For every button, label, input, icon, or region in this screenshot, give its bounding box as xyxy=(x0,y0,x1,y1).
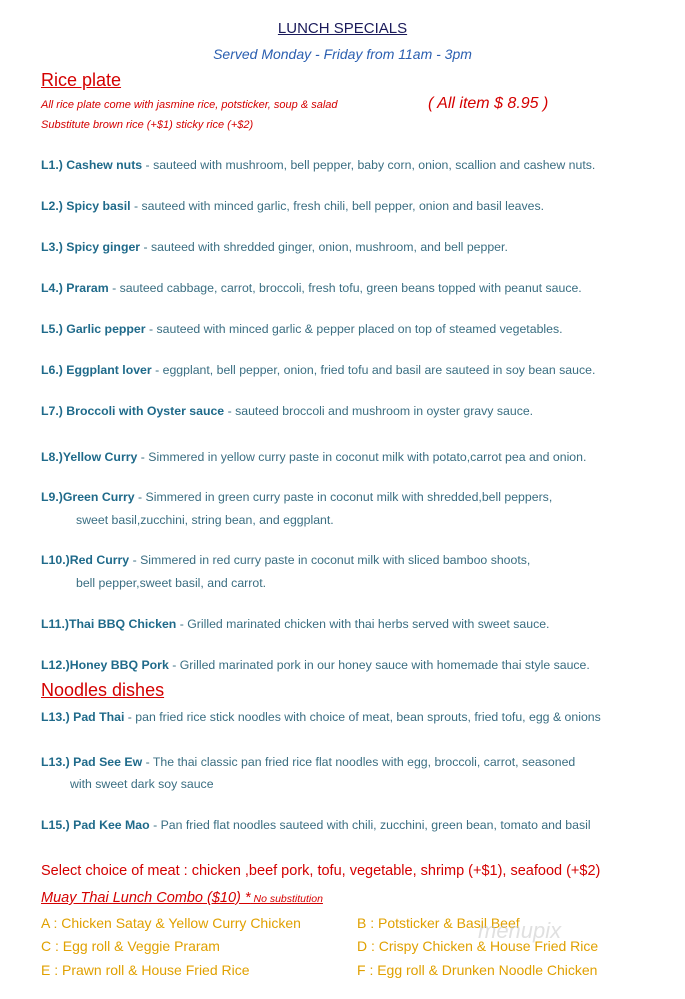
menu-item xyxy=(41,553,530,567)
item-name: L7.) Broccoli with Oyster sauce xyxy=(41,404,225,418)
combo-option-d: D : Crispy Chicken & House Fried Rice xyxy=(357,938,599,954)
meat-choice: Select choice of meat : chicken ,beef pork, tofu, vegetable, shrimp (+$1), seafood (+$2) xyxy=(41,863,601,879)
item-name: L11.)Thai BBQ Chicken xyxy=(41,617,177,631)
item-name: L8.)Yellow Curry xyxy=(41,450,138,464)
menu-item xyxy=(41,158,595,172)
item-name: L15.) Pad Kee Mao xyxy=(41,818,150,832)
item-description-continued: bell pepper,sweet basil, and carrot. xyxy=(76,576,267,590)
item-name: L13.) Pad Thai xyxy=(41,710,125,724)
menu-item xyxy=(41,490,552,504)
page-title: LUNCH SPECIALS xyxy=(277,20,408,37)
item-name: L12.)Honey BBQ Pork xyxy=(41,658,169,672)
item-description: - pan fried rice stick noodles with choice of meat, bean sprouts, fried tofu, egg & onions xyxy=(124,710,601,724)
combo-heading xyxy=(41,890,323,906)
menu-item xyxy=(41,710,601,724)
item-description: - sauteed broccoli and mushroom in oyster gravy sauce. xyxy=(224,404,534,418)
item-description: - sauteed cabbage, carrot, broccoli, fresh tofu, green beans topped with peanut sauce. xyxy=(108,281,582,295)
rice-plate-heading: Rice plate xyxy=(41,70,122,90)
item-description: - sauteed with shredded ginger, onion, mushroom, and bell pepper. xyxy=(140,240,508,254)
item-name: L5.) Garlic pepper xyxy=(41,322,146,336)
item-name: L3.) Spicy ginger xyxy=(41,240,141,254)
item-name: L9.)Green Curry xyxy=(41,490,135,504)
item-description: - Simmered in green curry paste in coconut milk with shredded,bell peppers, xyxy=(134,490,553,504)
item-description-continued: sweet basil,zucchini, string bean, and eggplant. xyxy=(76,513,334,527)
item-name: L10.)Red Curry xyxy=(41,553,130,567)
item-name: L13.) Pad See Ew xyxy=(41,755,143,769)
watermark: menupix xyxy=(478,918,562,943)
item-name: L6.) Eggplant lover xyxy=(41,363,152,377)
combo-title: Muay Thai Lunch Combo ($10) * xyxy=(41,890,251,906)
item-description: - Simmered in red curry paste in coconut milk with sliced bamboo shoots, xyxy=(129,553,531,567)
rice-plate-note: All rice plate come with jasmine rice, potsticker, soup & salad xyxy=(41,99,338,111)
noodles-heading: Noodles dishes xyxy=(41,680,165,700)
menu-item xyxy=(41,404,533,418)
item-description: - Pan fried flat noodles sauteed with chili, zucchini, green bean, tomato and basil xyxy=(149,818,591,832)
combo-option-e: E : Prawn roll & House Fried Rice xyxy=(41,962,250,978)
combo-note: No substitution xyxy=(250,893,323,905)
menu-item xyxy=(41,818,591,832)
item-description: - sauteed with minced garlic, fresh chili, bell pepper, onion and basil leaves. xyxy=(130,199,545,213)
item-name: L2.) Spicy basil xyxy=(41,199,131,213)
item-description: - eggplant, bell pepper, onion, fried tofu and basil are sauteed in soy bean sauce. xyxy=(151,363,596,377)
item-description-continued: with sweet dark soy sauce xyxy=(70,777,214,791)
serving-hours: Served Monday - Friday from 11am - 3pm xyxy=(213,46,472,62)
item-description: - The thai classic pan fried rice flat noodles with egg, broccoli, carrot, seasoned xyxy=(142,755,576,769)
menu-item xyxy=(41,199,544,213)
menu-item xyxy=(41,240,508,254)
menu-item xyxy=(41,658,590,672)
menu-item xyxy=(41,281,582,295)
item-name: L4.) Praram xyxy=(41,281,109,295)
item-description: - sauteed with mushroom, bell pepper, baby corn, onion, scallion and cashew nuts. xyxy=(142,158,596,172)
item-description: - Grilled marinated pork in our honey sauce with homemade thai style sauce. xyxy=(168,658,590,672)
menu-item xyxy=(41,322,563,336)
substitute-note: Substitute brown rice (+$1) sticky rice (+$2) xyxy=(41,119,254,131)
menu-item xyxy=(41,617,549,631)
combo-option-b: B : Potsticker & Basil Beef xyxy=(357,915,520,931)
combo-option-a: A : Chicken Satay & Yellow Curry Chicken xyxy=(41,915,301,931)
item-description: - Simmered in yellow curry paste in coconut milk with potato,carrot pea and onion. xyxy=(137,450,587,464)
menu-item xyxy=(41,755,575,769)
item-description: - Grilled marinated chicken with thai herbs served with sweet sauce. xyxy=(176,617,550,631)
menu-item xyxy=(41,363,595,377)
combo-option-c: C : Egg roll & Veggie Praram xyxy=(41,938,220,954)
combo-option-f: F : Egg roll & Drunken Noodle Chicken xyxy=(357,962,598,978)
menu-item xyxy=(41,450,586,464)
item-name: L1.) Cashew nuts xyxy=(41,158,143,172)
item-description: - sauteed with minced garlic & pepper placed on top of steamed vegetables. xyxy=(145,322,563,336)
rice-plate-price: ( All item $ 8.95 ) xyxy=(428,95,549,112)
